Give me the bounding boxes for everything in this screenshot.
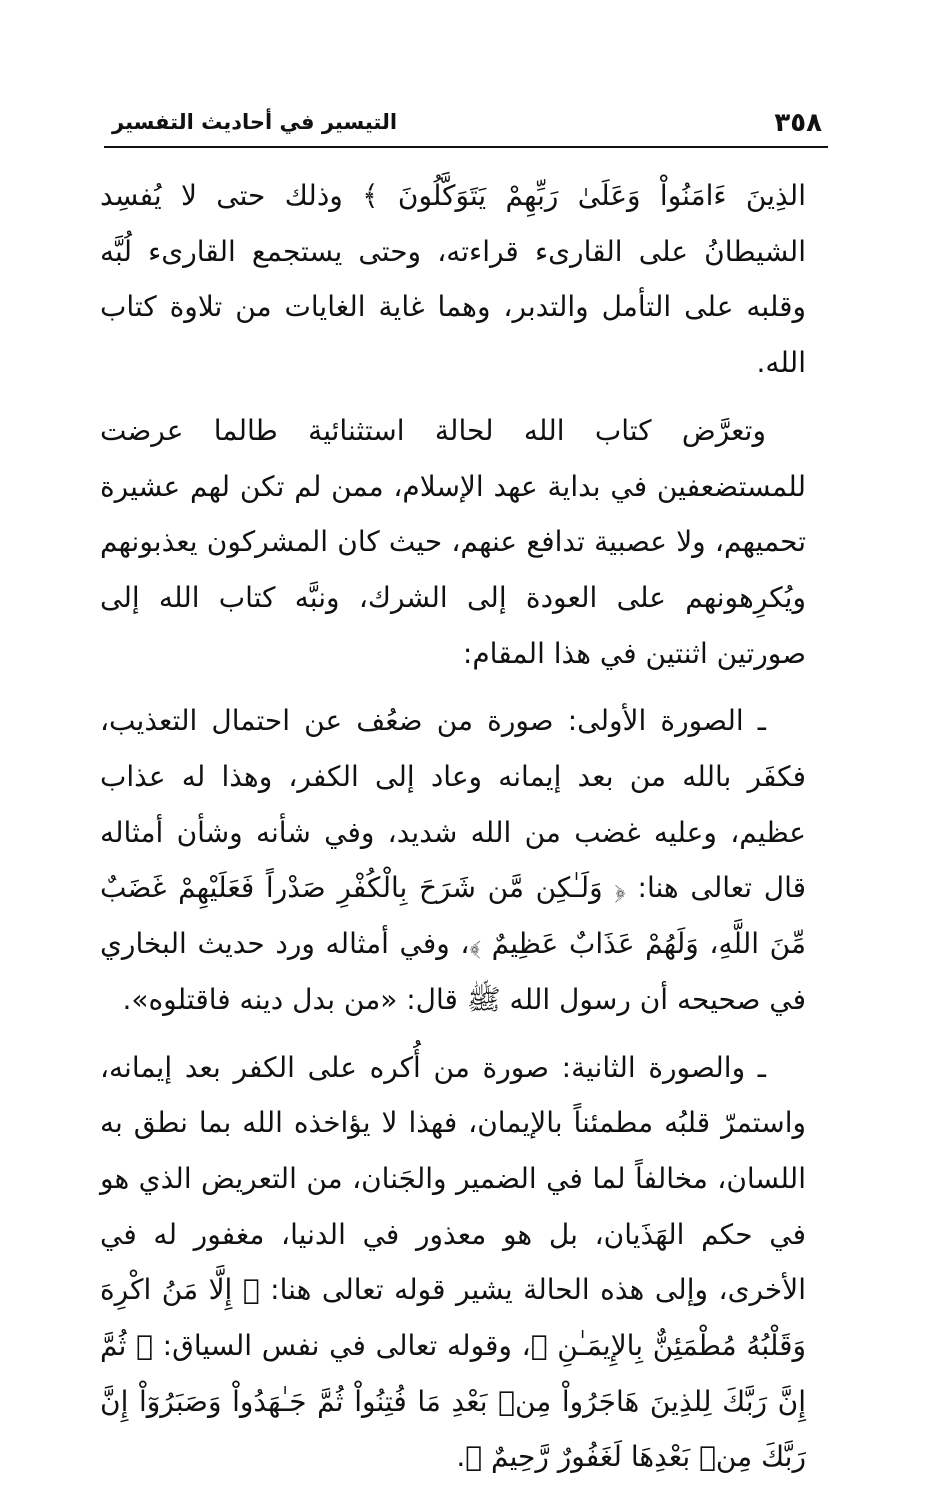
header-rule (104, 146, 828, 148)
page-number: ٣٥٨ (774, 108, 822, 138)
page-header (112, 108, 822, 148)
paragraph-first-case: ـ الصورة الأولى: صورة من ضعُف عن احتمال التعذيب، فكفَر بالله من بعد إيمانه وعاد إلى الكفر، وهذا له عذاب عظيم، وعليه غضب من الله شديد، وفي شأنه وشأن أمثاله قال تعالى هنا: ﴿ وَلَـٰكِن مَّن شَرَحَ بِالْكُفْرِ صَدْراً فَعَلَيْهِمْ غَضَبٌ مِّنَ اللَّهِ، وَلَهُمْ عَذَابٌ عَظِيمٌ ﴾، وفي أمثاله ورد حديث البخاري في صحيحه أن رسول الله ﷺ قال: «من بدل دينه فاقتلوه». (100, 704, 806, 1016)
running-title: التيسير في أحاديث التفسير (112, 110, 398, 134)
body-text (100, 168, 806, 1485)
paragraph-intro: الذِينَ ءَامَنُواْ وَعَلَىٰ رَبِّهِمْ يَتَوَكَّلُونَ ﴾ وذلك حتى لا يُفسِد الشيطانُ على القارىء قراءته، وحتى يستجمع القارىء لُبَّه وقلبه على التأمل والتدبر، وهما غاية الغايات من تلاوة كتاب الله. (100, 179, 806, 380)
paragraph-second-case: ـ والصورة الثانية: صورة من أُكره على الكفر بعد إيمانه، واستمرّ قلبُه مطمئناً بالإيمان، فهذا لا يؤاخذه الله بما نطق به اللسان، مخالفاً لما في الضمير والجَنان، من التعريض الذي هو في حكم الهَذَيان، بل هو معذور في الدنيا، مغفور له في الأخرى، وإلى هذه الحالة يشير قوله تعالى هنا: ﴿ إِلَّا مَنُ اكْرِهَ وَقَلْبُهُ مُطْمَئِنٌّ بِالإِيمَـٰنِ ﴾، وقوله تعالى في نفس السياق: ﴿ ثُمَّ إِنَّ رَبَّكَ لِلذِينَ هَاجَرُواْ مِنۢ بَعْدِ مَا فُتِنُواْ ثُمَّ جَـٰهَدُواْ وَصَبَرُوٓاْ إِنَّ رَبَّكَ مِنۢ بَعْدِهَا لَغَفُورٌ رَّحِيمٌ ﴾. (100, 1050, 806, 1474)
paragraph-exception: وتعرَّض كتاب الله لحالة استثنائية طالما عرضت للمستضعفين في بداية عهد الإسلام، ممن لم تكن لهم عشيرة تحميهم، ولا عصبية تدافع عنهم، حيث كان المشركون يعذبونهم ويُكرِهونهم على العودة إلى الشرك، ونبَّه كتاب الله إلى صورتين اثنتين في هذا المقام: (100, 413, 806, 670)
